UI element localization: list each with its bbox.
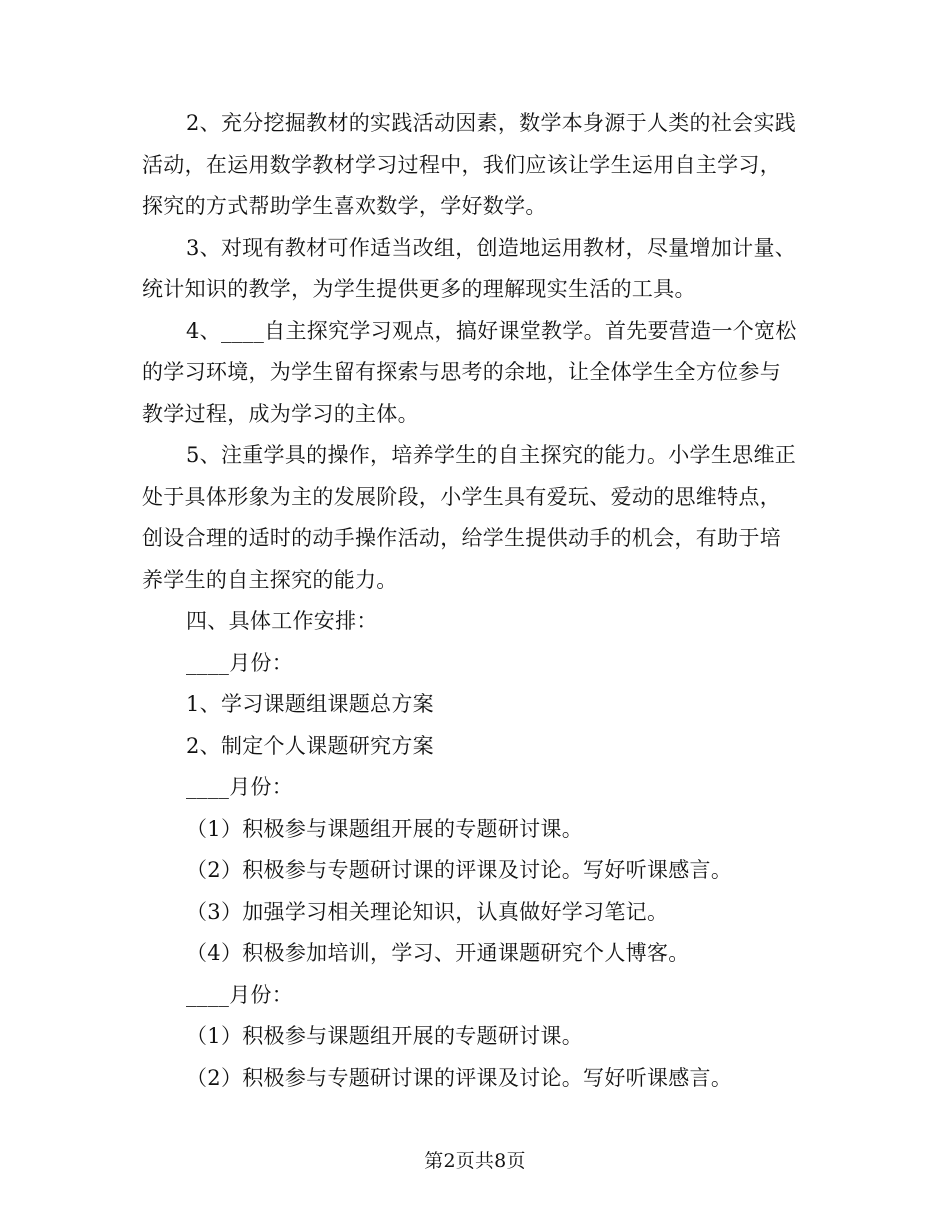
paragraph-item-4 xyxy=(142,311,810,436)
text-line: 2、充分挖掘教材的实践活动因素，数学本身源于人类的社会实践 xyxy=(186,111,797,135)
text-line: ____月份： xyxy=(186,650,294,675)
text-line: （1）积极参与课题组开展的专题研讨课。 xyxy=(186,816,584,841)
text-line: 2、制定个人课题研究方案 xyxy=(186,733,434,758)
text-line: 的学习环境，为学生留有探索与思考的余地，让全体学生全方位参与 xyxy=(142,360,781,384)
section-heading xyxy=(142,601,810,643)
text-line: ____月份： xyxy=(186,982,294,1007)
list-item xyxy=(142,933,810,975)
text-line: 创设合理的适时的动手操作活动，给学生提供动手的机会，有助于培 xyxy=(142,526,781,550)
list-item xyxy=(142,1058,810,1100)
list-item xyxy=(142,850,810,892)
text-line: （2）积极参与专题研讨课的评课及讨论。写好听课感言。 xyxy=(186,1065,733,1090)
text-line: 统计知识的教学，为学生提供更多的理解现实生活的工具。 xyxy=(142,277,696,301)
text-line: （2）积极参与专题研讨课的评课及讨论。写好听课感言。 xyxy=(186,858,733,882)
text-line: 养学生的自主探究的能力。 xyxy=(142,567,398,592)
text-line: （1）积极参与课题组开展的专题研讨课。 xyxy=(186,1024,584,1048)
month-heading xyxy=(142,767,810,809)
text-line: 5、注重学具的操作，培养学生的自主探究的能力。小学生思维正 xyxy=(186,443,797,467)
paragraph-item-5 xyxy=(142,435,810,601)
page-number-footer: 第2页共8页 xyxy=(424,1150,526,1172)
text-line: ____月份： xyxy=(186,775,294,799)
text-line: 4、____自主探究学习观点，搞好课堂教学。首先要营造一个宽松 xyxy=(186,318,797,343)
document-body xyxy=(142,103,810,1099)
text-line: 处于具体形象为主的发展阶段，小学生具有爱玩、爱动的思维特点， xyxy=(142,484,781,509)
list-item xyxy=(142,809,810,851)
text-line: 1、学习课题组课题总方案 xyxy=(186,692,434,716)
month-heading xyxy=(142,643,810,685)
text-line: （4）积极参加培训，学习、开通课题研究个人博客。 xyxy=(186,941,690,965)
list-item xyxy=(142,726,810,768)
month-heading xyxy=(142,975,810,1017)
text-line: 四、具体工作安排： xyxy=(186,609,378,633)
text-line: 活动，在运用数学教材学习过程中，我们应该让学生运用自主学习， xyxy=(142,152,781,177)
list-item xyxy=(142,684,810,726)
paragraph-item-3 xyxy=(142,228,810,311)
list-item xyxy=(142,892,810,934)
text-line: 3、对现有教材可作适当改组，创造地运用教材，尽量增加计量、 xyxy=(186,235,797,260)
text-line: 教学过程，成为学习的主体。 xyxy=(142,401,419,426)
text-line: 探究的方式帮助学生喜欢数学，学好数学。 xyxy=(142,194,547,218)
text-line: （3）加强学习相关理论知识，认真做好学习笔记。 xyxy=(186,899,669,924)
list-item xyxy=(142,1016,810,1058)
paragraph-item-2 xyxy=(142,103,810,228)
